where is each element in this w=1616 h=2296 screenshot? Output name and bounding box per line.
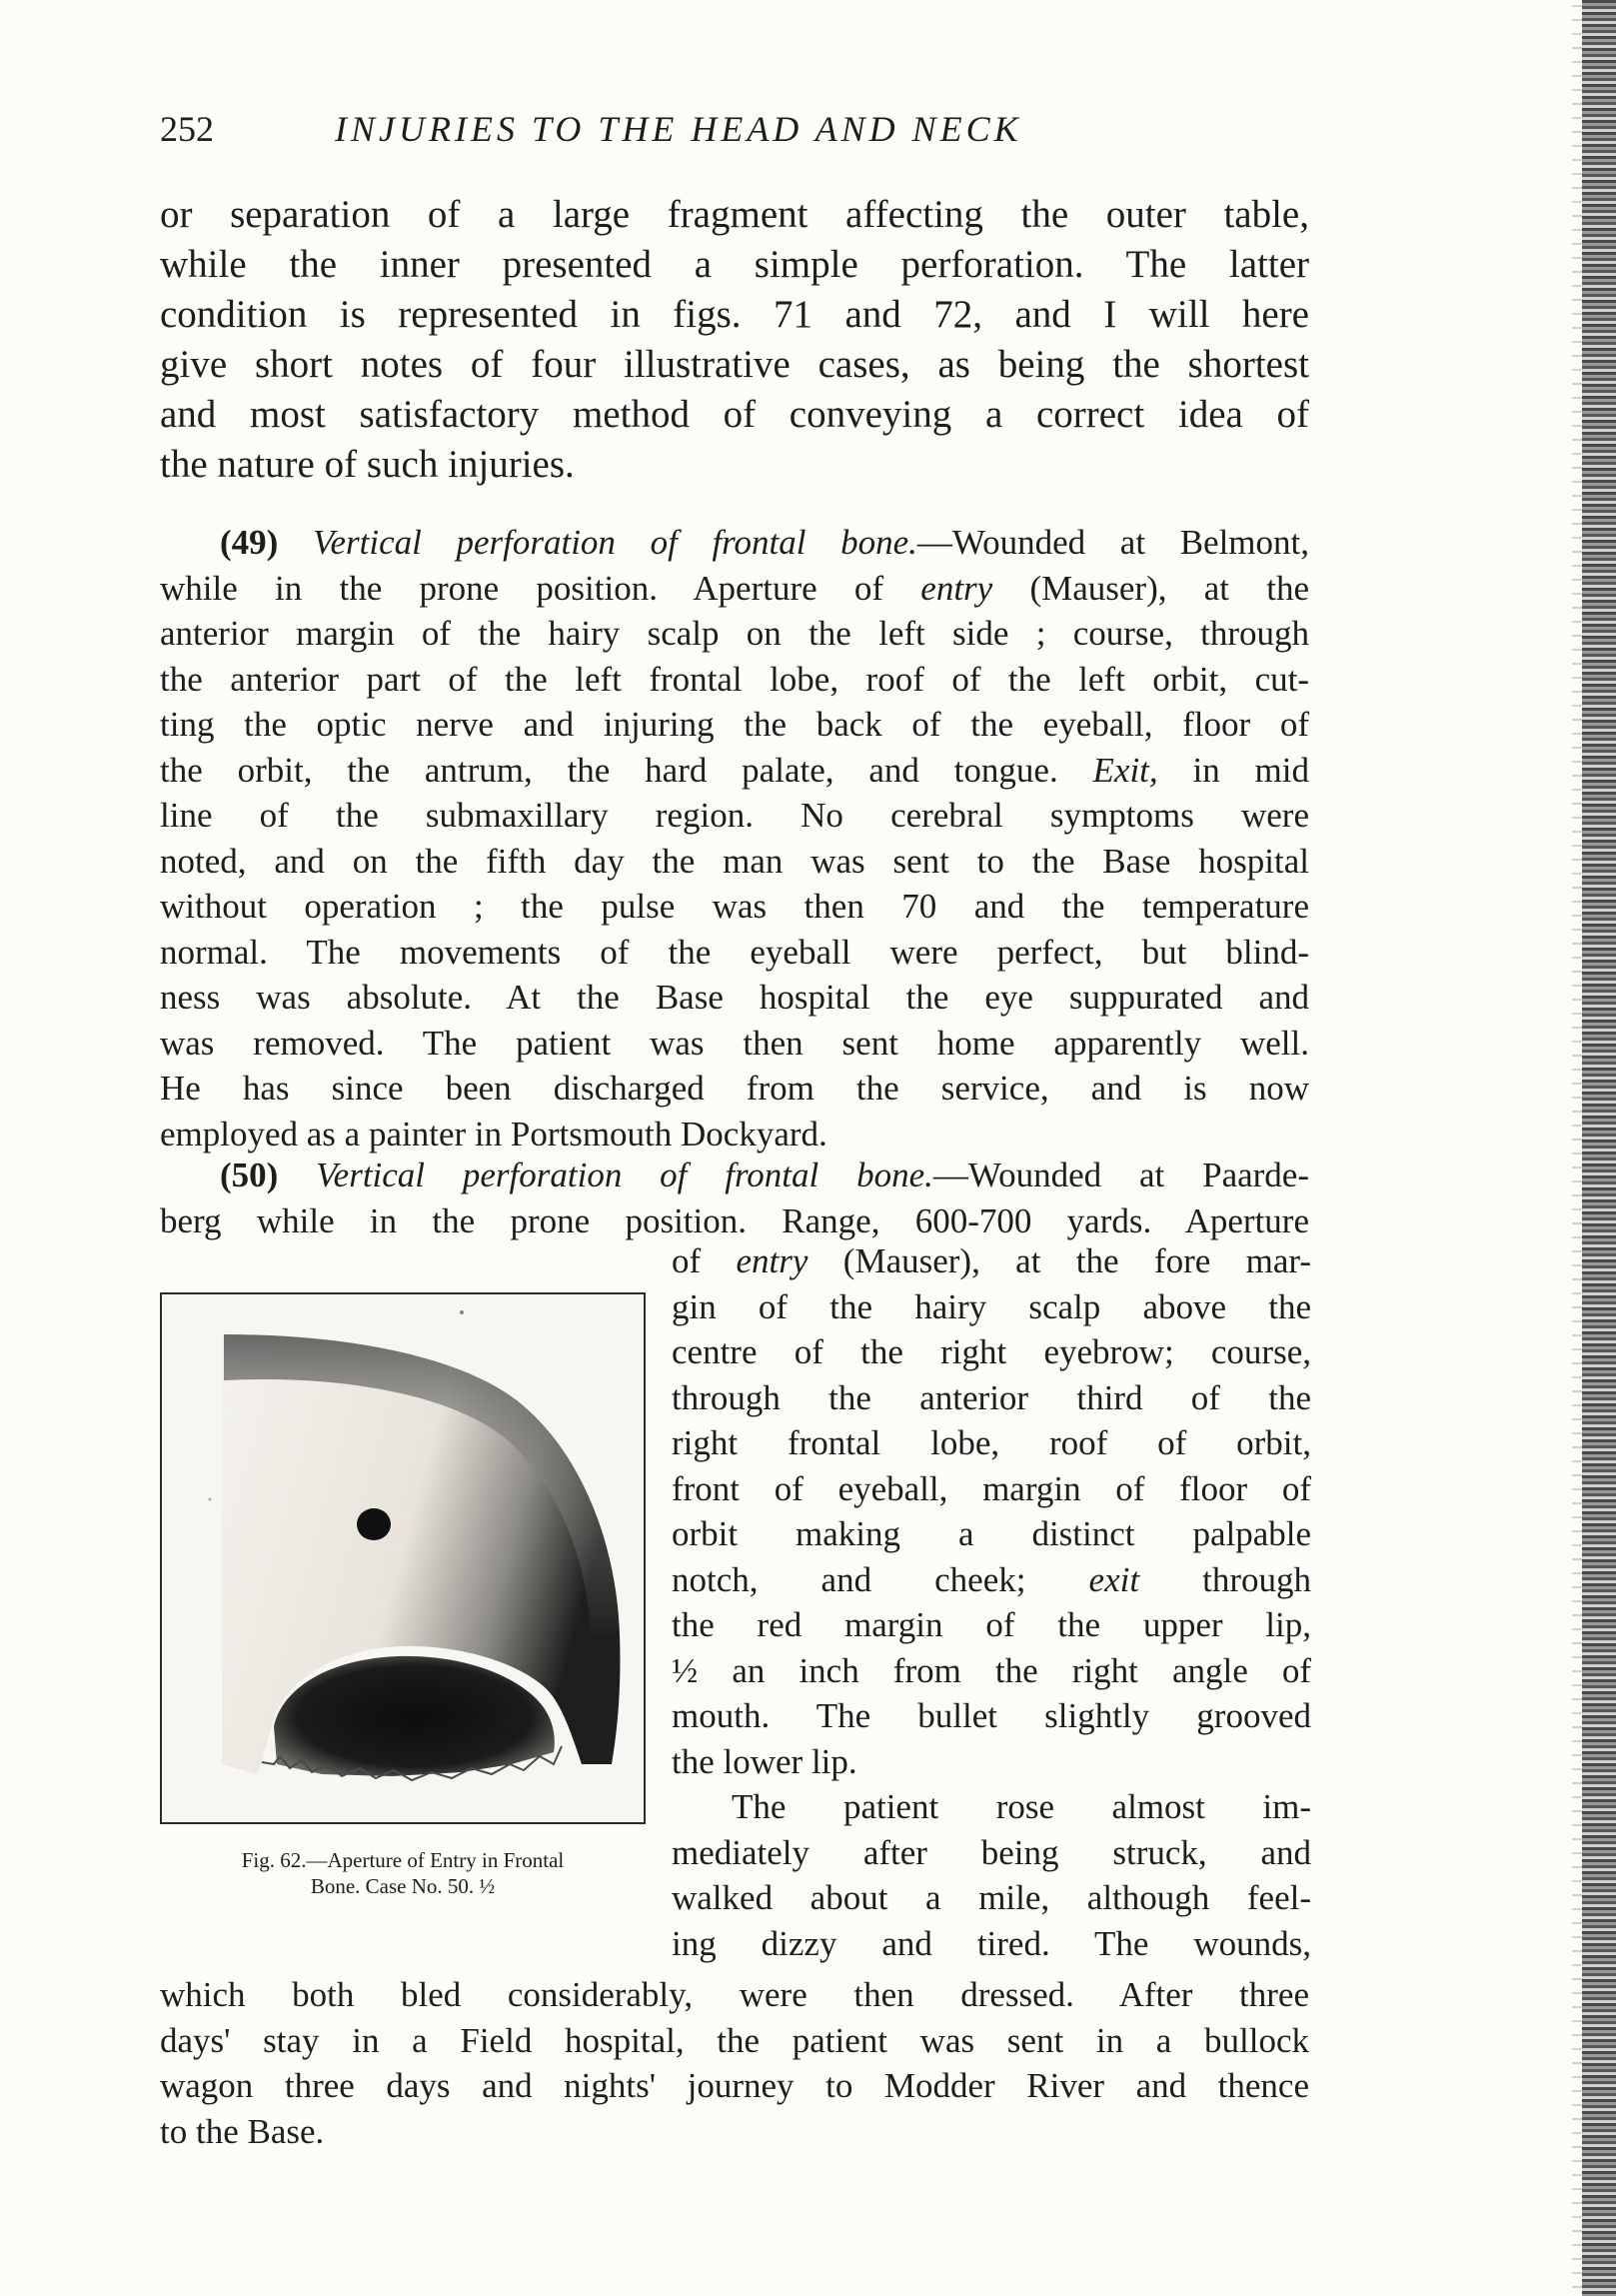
case-50-wrap-line: notch, and cheek; exit through xyxy=(672,1559,1311,1599)
case-50-paragraph xyxy=(160,1152,1309,1243)
case-50-title: Vertical perforation of frontal bone. xyxy=(316,1155,933,1194)
case-50-wrap-line: front of eyeball, margin of floor of xyxy=(672,1468,1311,1508)
speck-2 xyxy=(209,1498,212,1501)
case-50-number: (50) xyxy=(220,1155,279,1194)
case-49-line: He has since been discharged from the service, and is now xyxy=(160,1069,1309,1108)
running-title: INJURIES TO THE HEAD AND NECK xyxy=(335,109,1022,149)
case-50-wrap-line: gin of the hairy scalp above the xyxy=(672,1286,1311,1326)
case-50-wrap-line: of entry (Mauser), at the fore mar- xyxy=(672,1241,1311,1280)
case-49-line: anterior margin of the hairy scalp on the left side ; course, through xyxy=(160,614,1309,653)
orbit-cavity xyxy=(274,1656,555,1776)
case-49-line: the orbit, the antrum, the hard palate, and tongue. Exit, in mid xyxy=(160,750,1309,790)
page-number: 252 xyxy=(160,109,214,149)
case-49-line: the anterior part of the left frontal lobe, roof of the left orbit, cut- xyxy=(160,659,1309,699)
case-50-wrap-line: walked about a mile, although feel- xyxy=(672,1878,1311,1917)
case-50-wrap-line: ½ an inch from the right angle of xyxy=(672,1650,1311,1690)
case-50-wrap-line: right frontal lobe, roof of orbit, xyxy=(672,1423,1311,1462)
case-50-wrap-line: ing dizzy and tired. The wounds, xyxy=(672,1923,1311,1963)
intro-line: give short notes of four illustrative cases, as being the shortest xyxy=(160,343,1309,386)
case-49-line: while in the prone position. Aperture of entry (Mauser), at the xyxy=(160,568,1309,608)
case-49-first-line xyxy=(160,520,1309,566)
case-49-number: (49) xyxy=(220,523,279,562)
figure-caption-line-2: Bone. Case No. 50. ½ xyxy=(310,1874,496,1898)
case-50-wrap-line: the red margin of the upper lip, xyxy=(672,1605,1311,1644)
case-50-wrap-line: the lower lip. xyxy=(672,1741,857,1781)
frontal-bone-illustration xyxy=(162,1294,644,1822)
case-49-line: ting the optic nerve and injuring the back of the eyeball, floor of xyxy=(160,705,1309,744)
figure-caption xyxy=(160,1847,646,1899)
case-50-wrap-line: orbit making a distinct palpable xyxy=(672,1514,1311,1553)
case-49-line: line of the submaxillary region. No cerebral symptoms were xyxy=(160,796,1309,835)
italic-term: exit xyxy=(1088,1559,1140,1599)
case-50-tail-paragraph xyxy=(160,1972,1309,2154)
case-50-wrap-line: The patient rose almost im- xyxy=(732,1787,1311,1826)
bullet-entry-aperture xyxy=(357,1508,391,1540)
case-50-tail-line: wagon three days and nights' journey to Modder River and thence xyxy=(160,2066,1309,2105)
case-49-line: noted, and on the fifth day the man was sent to the Base hospital xyxy=(160,841,1309,881)
case-49-line: normal. The movements of the eyeball were perfect, but blind- xyxy=(160,932,1309,972)
running-header xyxy=(160,108,1319,160)
intro-line: while the inner presented a simple perforation. The latter xyxy=(160,243,1309,286)
book-spine-edge xyxy=(1582,0,1616,2296)
case-49-line: employed as a painter in Portsmouth Dockyard. xyxy=(160,1114,827,1153)
case-49-line: ness was absolute. At the Base hospital the eye suppurated and xyxy=(160,978,1309,1017)
case-50-wrap-line: centre of the right eyebrow; course, xyxy=(672,1332,1311,1371)
figure-frontal-bone xyxy=(160,1292,646,1824)
case-49-paragraph xyxy=(160,520,1309,1156)
italic-term: entry xyxy=(736,1241,808,1280)
intro-line: and most satisfactory method of conveying a correct idea of xyxy=(160,393,1309,436)
case-50-first-line xyxy=(160,1152,1309,1198)
case-50-wrap-line: mediately after being struck, and xyxy=(672,1832,1311,1872)
case-50-tail-line: which both bled considerably, were then dressed. After three xyxy=(160,1975,1309,2014)
case-50-second-line: berg while in the prone position. Range, 600-700 yards. Aperture xyxy=(160,1200,1309,1240)
figure-caption-line-1: Fig. 62.—Aperture of Entry in Frontal xyxy=(241,1848,565,1872)
case-50-wrap-line: through the anterior third of the xyxy=(672,1377,1311,1417)
intro-line: or separation of a large fragment affecting the outer table, xyxy=(160,193,1309,236)
case-50-wrap-line: mouth. The bullet slightly grooved xyxy=(672,1696,1311,1735)
case-50-wrapped-text xyxy=(672,1238,1311,1966)
intro-paragraph xyxy=(160,190,1309,490)
speck-1 xyxy=(460,1310,464,1314)
case-49-line: was removed. The patient was then sent home apparently well. xyxy=(160,1023,1309,1063)
case-49-lead: —Wounded at Belmont, xyxy=(916,523,1309,562)
italic-term: entry xyxy=(920,568,993,608)
case-49-title: Vertical perforation of frontal bone. xyxy=(312,523,917,562)
case-50-tail-line: days' stay in a Field hospital, the patient was sent in a bullock xyxy=(160,2020,1309,2060)
italic-term: Exit, xyxy=(1092,750,1158,790)
case-50-lead: —Wounded at Paarde- xyxy=(932,1155,1309,1194)
case-50-tail-line: to the Base. xyxy=(160,2111,325,2151)
intro-line: condition is represented in figs. 71 and 72, and I will here xyxy=(160,293,1309,336)
case-49-line: without operation ; the pulse was then 70 and the temperature xyxy=(160,887,1309,926)
intro-line: the nature of such injuries. xyxy=(160,443,575,486)
